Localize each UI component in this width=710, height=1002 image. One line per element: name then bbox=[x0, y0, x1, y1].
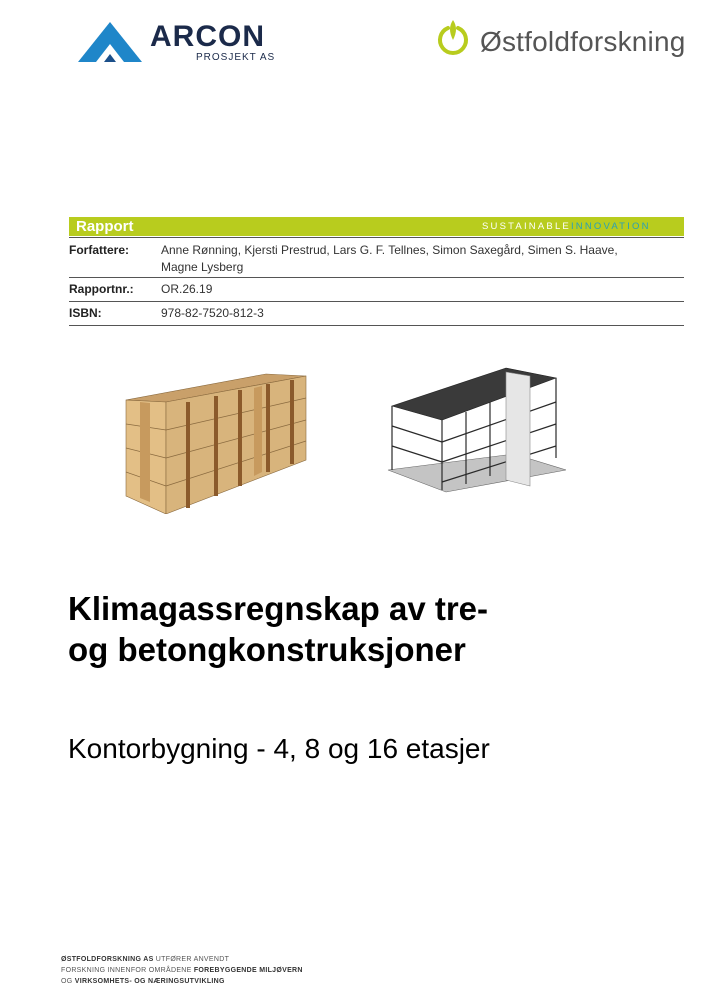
footer-line-3-a: OG bbox=[61, 978, 75, 985]
isbn-value: 978-82-7520-812-3 bbox=[161, 306, 264, 320]
isbn-label: ISBN: bbox=[69, 306, 102, 320]
footer-text bbox=[61, 954, 361, 987]
table-divider bbox=[69, 277, 684, 278]
table-divider bbox=[69, 237, 684, 238]
authors-label: Forfattere: bbox=[69, 243, 130, 257]
tag-innovation: INNOVATION bbox=[570, 221, 651, 232]
concrete-building-image bbox=[386, 362, 566, 500]
footer-line-1 bbox=[61, 954, 361, 965]
title-line-2: og betongkonstruksjoner bbox=[68, 631, 466, 668]
report-header-label: Rapport bbox=[76, 218, 134, 235]
footer-org-name: ØSTFOLDFORSKNING AS bbox=[61, 956, 154, 963]
footer-line-1-rest: UTFØRER ANVENDT bbox=[153, 956, 230, 963]
tag-sustainable: SUSTAINABLE bbox=[482, 221, 571, 232]
ostfold-logo-icon bbox=[436, 18, 470, 58]
authors-value-line2: Magne Lysberg bbox=[161, 260, 244, 274]
footer-line-3-b: VIRKSOMHETS- OG NÆRINGSUTVIKLING bbox=[74, 978, 225, 985]
page-subtitle: Kontorbygning - 4, 8 og 16 etasjer bbox=[68, 733, 490, 764]
ostfold-logo-name: Østfoldforskning bbox=[480, 26, 686, 57]
report-number-label: Rapportnr.: bbox=[69, 282, 134, 296]
table-divider bbox=[69, 325, 684, 326]
authors-value-line1: Anne Rønning, Kjersti Prestrud, Lars G. F. Tellnes, Simon Saxegård, Simen S. Haave, bbox=[161, 243, 618, 257]
report-number-value: OR.26.19 bbox=[161, 282, 213, 296]
wood-building-image bbox=[120, 368, 336, 514]
footer-line-2-b: FOREBYGGENDE MILJØVERN bbox=[193, 967, 303, 974]
arcon-logo-name: ARCON bbox=[150, 20, 265, 53]
footer-line-2 bbox=[61, 965, 361, 976]
page-title bbox=[68, 588, 668, 670]
sustainable-innovation-tag bbox=[482, 217, 651, 236]
title-line-1: Klimagassregnskap av tre- bbox=[68, 590, 489, 627]
table-divider bbox=[69, 301, 684, 302]
arcon-logo-subtitle: PROSJEKT AS bbox=[196, 52, 276, 63]
footer-line-3 bbox=[61, 976, 361, 987]
footer-line-2-a: FORSKNING INNENFOR OMRÅDENE bbox=[61, 967, 194, 974]
